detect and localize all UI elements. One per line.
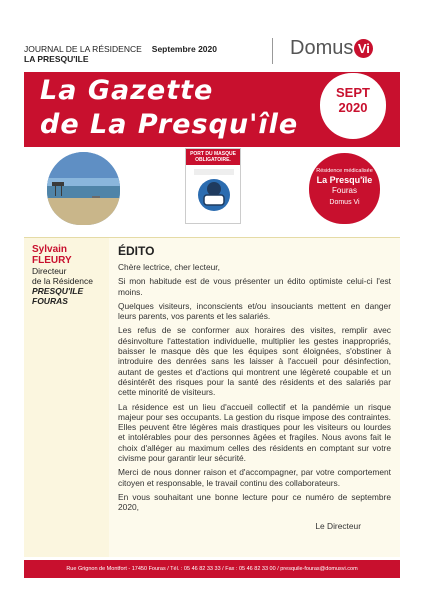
edito-section bbox=[109, 237, 400, 557]
residence-badge bbox=[309, 153, 380, 224]
face-mask-icon bbox=[186, 165, 242, 221]
edito-paragraph: Si mon habitude est de vous présenter un édito optimiste celui-ci l'est moins. bbox=[118, 276, 391, 297]
domusvi-logo bbox=[290, 37, 373, 60]
gazette-title bbox=[40, 74, 298, 142]
journal-header bbox=[24, 44, 217, 64]
residence-type: Résidence médicalisée bbox=[316, 168, 373, 174]
edito-paragraph: Les refus de se conformer aux horaires des visites, remplir avec désinvolture l'attestation individuelle, multiplier les gestes inappropriés, baisser le masque dès que les équipes sont éloignées, s'obstiner à introduire des denrées sans les laisser à l'accueil pour désinfection, autant de gestes et d'actions qui montrent une légèreté coupable et un désintérêt des risques pour la santé des résidents et des salariés par cette minorité de visiteurs. bbox=[118, 325, 391, 398]
title-line-2: de La Presqu'île bbox=[40, 109, 299, 140]
beach-photo-image bbox=[47, 152, 120, 225]
residence-name: La Presqu'île bbox=[316, 175, 373, 185]
edito-body bbox=[118, 262, 391, 513]
logo-divider bbox=[272, 38, 273, 64]
edito-signature: Le Directeur bbox=[315, 520, 361, 531]
edito-paragraph: La résidence est un lieu d'accueil collectif et la pandémie un risque majeur pour ses occupants. La gestion du risque impose des contraintes. Elles peuvent être légères mais drastiques pour les visiteurs ou lourdes et intolérables pour des personnes âgées et fragiles. Nous avons fait le choix d'alléger au maximum celles des résidents en comptant sur votre civisme pour garantir leur sécurité. bbox=[118, 401, 391, 464]
journal-label: JOURNAL DE LA RÉSIDENCE bbox=[24, 44, 142, 54]
title-line-1: La Gazette bbox=[40, 75, 214, 106]
author-sidebar bbox=[24, 237, 109, 557]
author-residence-1: PRESQU'ILE bbox=[32, 286, 84, 296]
badge-year: 2020 bbox=[338, 100, 368, 115]
poster-title: PORT DU MASQUE OBLIGATOIRE. bbox=[186, 149, 240, 165]
logo-wordmark: Domus bbox=[290, 37, 354, 59]
logo-text bbox=[290, 37, 373, 59]
edito-paragraph: En vous souhaitant une bonne lecture pour ce numéro de septembre 2020, bbox=[118, 491, 391, 513]
issue-date: Septembre 2020 bbox=[151, 44, 217, 54]
issue-badge bbox=[320, 73, 386, 139]
residence-brand: Domus Vi bbox=[329, 199, 360, 206]
author-role-1: Directeur bbox=[32, 266, 67, 276]
edito-paragraph: Merci de nous donner raison et d'accompagner, par votre comportement citoyen et responsable, le travail continu des collaborateurs. bbox=[118, 467, 391, 488]
edito-paragraph: Chère lectrice, cher lecteur, bbox=[118, 262, 220, 272]
author-residence-2: FOURAS bbox=[32, 296, 68, 306]
residence-label: LA PRESQU'ILE bbox=[24, 54, 89, 64]
beach-photo bbox=[47, 152, 120, 225]
heart-logo-icon: Vi bbox=[354, 39, 373, 58]
title-banner bbox=[24, 72, 400, 147]
edito-heading: ÉDITO bbox=[118, 244, 155, 258]
residence-town: Fouras bbox=[332, 186, 357, 195]
author-last-name: FLEURY bbox=[32, 255, 72, 266]
mask-poster bbox=[185, 148, 241, 224]
author-first-name: Sylvain bbox=[32, 244, 68, 255]
edito-paragraph: Quelques visiteurs, inconscients et/ou insouciants mettent en danger leurs parents, vos parents et les salariés. bbox=[118, 300, 391, 322]
author-role-2: de la Résidence bbox=[32, 276, 93, 286]
contact-footer: Rue Grignon de Montfort - 17450 Fouras / Tél. : 05 46 82 33 33 / Fax : 05 46 82 33 00 / presquile-fouras@domusvi.com bbox=[24, 560, 400, 578]
badge-month: SEPT bbox=[336, 85, 370, 100]
